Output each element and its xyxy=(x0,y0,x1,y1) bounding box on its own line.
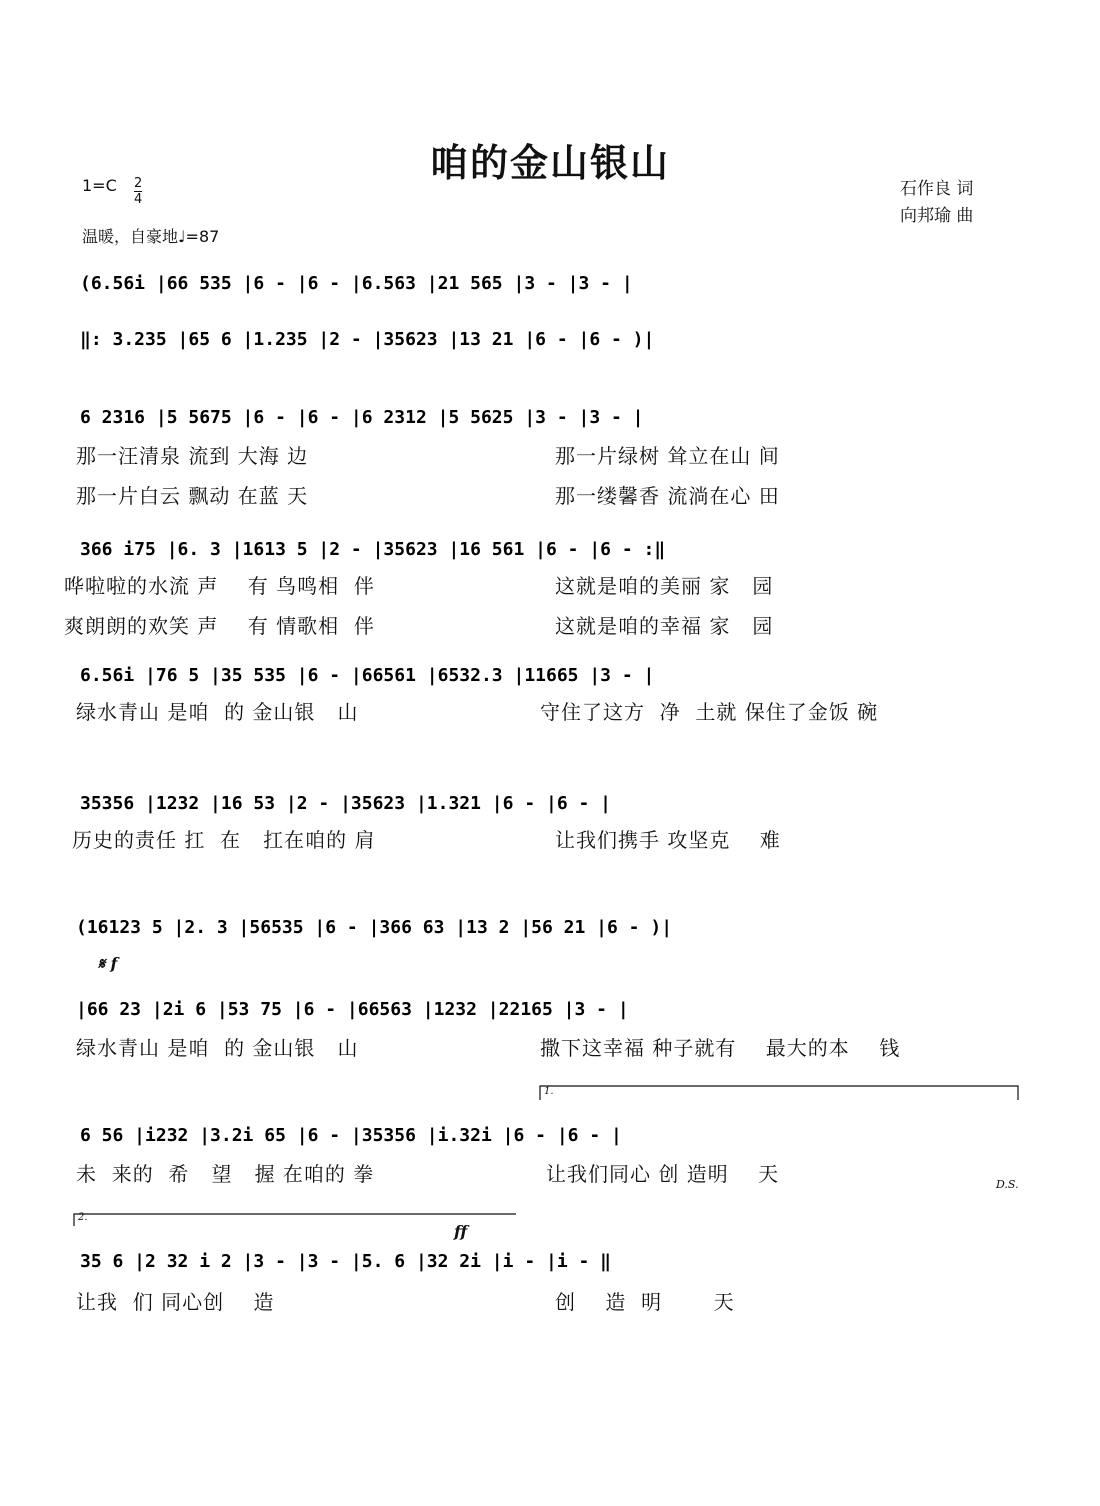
lyric-left: 绿水青山 是咱 的 金山银 山 xyxy=(76,1036,359,1060)
notation-line xyxy=(0,1240,1100,1280)
notation-text: |66 23 |2i 6 |53 75 |6 - |66563 |1232 |22165 |3 - | xyxy=(76,999,629,1020)
notation-line xyxy=(0,1114,1100,1154)
notation-line xyxy=(0,528,1100,568)
notation-line xyxy=(0,318,1100,358)
time-signature xyxy=(134,176,142,207)
notation-line xyxy=(0,906,1100,946)
notation-text: 6 56 |i232 |3.2i 65 |6 - |35356 |i.32i |6 - |6 - | xyxy=(80,1125,622,1146)
lyric-left: 让我 们 同心创 造 xyxy=(76,1290,275,1314)
lyric-verse-2-right: 这就是咱的幸福 家 园 xyxy=(555,614,774,638)
notation-line xyxy=(0,396,1100,436)
lyric-verse-2-right: 那一缕馨香 流淌在心 田 xyxy=(555,484,780,508)
ending-2-bracket xyxy=(0,1208,1100,1228)
notation-text: ‖: 3.235 |65 6 |1.235 |2 - |35623 |13 21 |6 - |6 - )| xyxy=(80,329,655,350)
lyric-left: 未 来的 希 望 握 在咱的 拳 xyxy=(76,1162,375,1186)
ending-2-label: 2. xyxy=(78,1212,88,1223)
lyric-verse-1-left: 哗啦啦的水流 声 有 鸟鸣相 伴 xyxy=(64,574,375,598)
lyric-verse-1-right: 这就是咱的美丽 家 园 xyxy=(555,574,774,598)
notation-text: 366 i75 |6. 3 |1613 5 |2 - |35623 |16 561 |6 - |6 - :‖ xyxy=(80,539,666,560)
notation-text: 6 2316 |5 5675 |6 - |6 - |6 2312 |5 5625 |3 - |3 - | xyxy=(80,407,644,428)
lyric-right: 守住了这方 净 土就 保住了金饭 碗 xyxy=(540,700,879,724)
segno-forte-marker: 𝄋 f xyxy=(98,954,118,973)
notation-line xyxy=(0,782,1100,822)
lyricist: 石作良 词 xyxy=(900,179,974,199)
lyric-verse-1-right: 那一片绿树 耸立在山 间 xyxy=(555,444,780,468)
notation-line xyxy=(0,262,1100,302)
lyric-left: 绿水青山 是咱 的 金山银 山 xyxy=(76,700,359,724)
lyric-right: 让我们携手 攻坚克 难 xyxy=(555,828,781,852)
ending-1-label: 1. xyxy=(544,1086,554,1097)
notation-svg xyxy=(0,262,1100,302)
notation-text: 35356 |1232 |16 53 |2 - |35623 |1.321 |6 - |6 - | xyxy=(80,793,612,814)
song-title: 咱的金山银山 xyxy=(429,140,670,185)
lyric-verse-2-left: 爽朗朗的欢笑 声 有 情歌相 伴 xyxy=(64,614,375,638)
notation-text: (16123 5 |2. 3 |56535 |6 - |366 63 |13 2 |56 21 |6 - )| xyxy=(76,917,673,938)
notation-svg xyxy=(0,1240,1100,1280)
credits xyxy=(900,176,973,230)
lyric-verse-2-left: 那一片白云 飘动 在蓝 天 xyxy=(76,484,309,508)
notation-svg xyxy=(0,1114,1100,1154)
key-signature: 1=C xyxy=(82,176,117,195)
notation-text: 35 6 |2 32 i 2 |3 - |3 - |5. 6 |32 2i |i - |i - ‖ xyxy=(80,1251,612,1272)
notation-line xyxy=(0,654,1100,694)
lyric-verse-1-left: 那一汪清泉 流到 大海 边 xyxy=(76,444,309,468)
notation-svg xyxy=(0,906,1100,946)
notation-svg xyxy=(0,782,1100,822)
dal-segno-marker: D.S. xyxy=(996,1178,1019,1191)
notation-text: 6.56i |76 5 |35 535 |6 - |66561 |6532.3 |11665 |3 - | xyxy=(80,665,655,686)
key-and-tempo xyxy=(82,176,220,246)
lyric-right: 创 造 明 天 xyxy=(555,1290,735,1314)
notation-line xyxy=(0,988,1100,1028)
fortissimo-marker: ff xyxy=(454,1222,468,1241)
notation-svg xyxy=(0,396,1100,436)
lyric-right: 撒下这幸福 种子就有 最大的本 钱 xyxy=(540,1036,901,1060)
time-signature-top: 2 xyxy=(134,176,143,191)
composer: 向邦瑜 曲 xyxy=(900,206,974,226)
notation-svg xyxy=(0,988,1100,1028)
notation-svg xyxy=(0,318,1100,358)
tempo-marking: 温暖，自豪地♩=87 xyxy=(82,227,220,246)
lyric-right: 让我们同心 创 造明 天 xyxy=(546,1162,780,1186)
notation-text: (6.56i |66 535 |6 - |6 - |6.563 |21 565 |3 - |3 - | xyxy=(80,273,633,294)
lyric-left: 历史的责任 扛 在 扛在咱的 肩 xyxy=(72,828,376,852)
notation-svg xyxy=(0,528,1100,568)
notation-svg xyxy=(0,654,1100,694)
time-signature-bottom: 4 xyxy=(134,192,143,207)
